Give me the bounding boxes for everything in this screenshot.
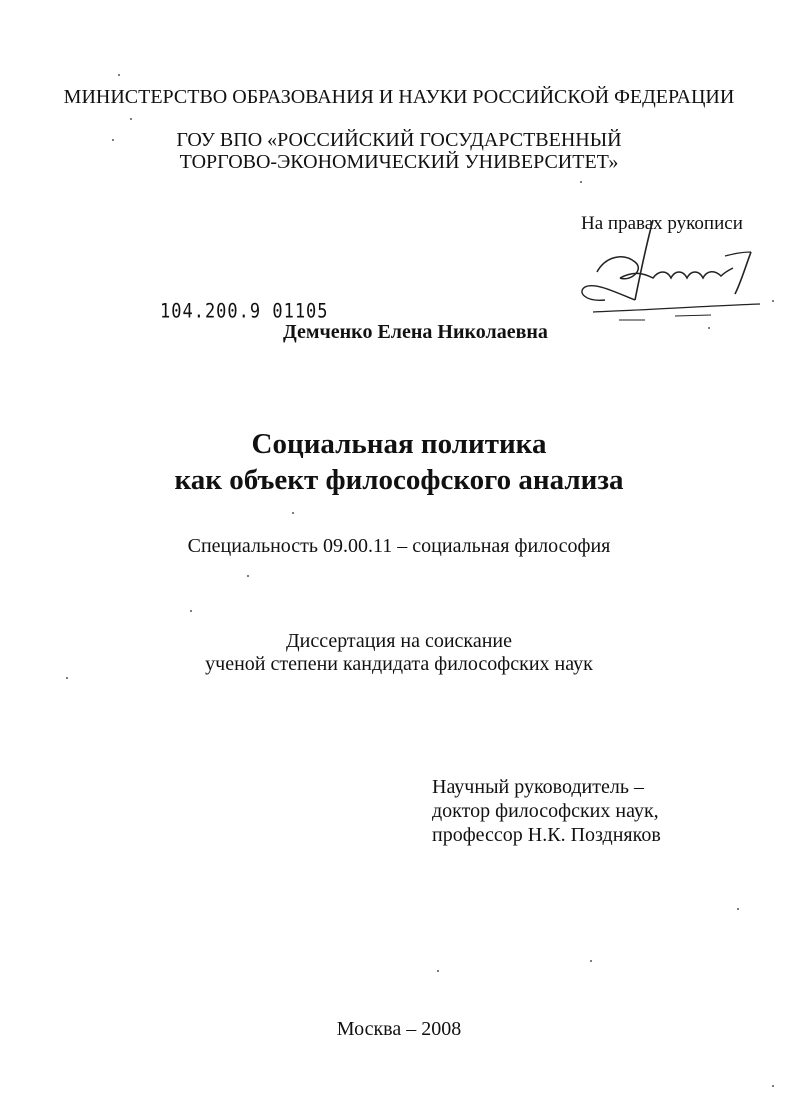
- supervisor-line-1: Научный руководитель –: [432, 776, 644, 798]
- dissertation-type-line-2: ученой степени кандидата философских наук: [205, 653, 593, 675]
- signature-icon: [575, 212, 775, 332]
- scan-speck: [130, 118, 132, 120]
- scan-speck: [580, 181, 582, 183]
- supervisor-line-2: доктор философских наук,: [432, 800, 659, 822]
- university-line-1: ГОУ ВПО «РОССИЙСКИЙ ГОСУДАРСТВЕННЫЙ: [176, 129, 622, 151]
- dissertation-title-line-1: Социальная политика: [251, 428, 547, 460]
- author-name: Демченко Елена Николаевна: [283, 321, 548, 343]
- scan-speck: [247, 575, 249, 577]
- scan-speck: [737, 908, 739, 910]
- city-year: Москва – 2008: [336, 1018, 462, 1040]
- scan-speck: [772, 300, 774, 302]
- supervisor-line-3: профессор Н.К. Поздняков: [432, 824, 661, 846]
- scan-speck: [66, 677, 68, 679]
- dissertation-title-line-2: как объект философского анализа: [174, 464, 624, 496]
- university-line-2: ТОРГОВО-ЭКОНОМИЧЕСКИЙ УНИВЕРСИТЕТ»: [179, 151, 619, 173]
- scan-speck: [590, 960, 592, 962]
- scan-speck: [112, 139, 114, 141]
- scan-speck: [292, 512, 294, 514]
- scan-speck: [708, 327, 710, 329]
- scan-speck: [437, 970, 439, 972]
- scan-speck: [118, 74, 120, 76]
- scan-speck: [772, 1085, 774, 1087]
- scan-speck: [190, 610, 192, 612]
- manuscript-note: На правах рукописи: [581, 213, 743, 234]
- specialty: Специальность 09.00.11 – социальная философия: [187, 535, 611, 557]
- ministry-heading: МИНИСТЕРСТВО ОБРАЗОВАНИЯ И НАУКИ РОССИЙСКОЙ ФЕДЕРАЦИИ: [63, 86, 735, 108]
- dissertation-type-line-1: Диссертация на соискание: [285, 630, 513, 652]
- registration-stamp: 104.200.9 01105: [160, 300, 329, 323]
